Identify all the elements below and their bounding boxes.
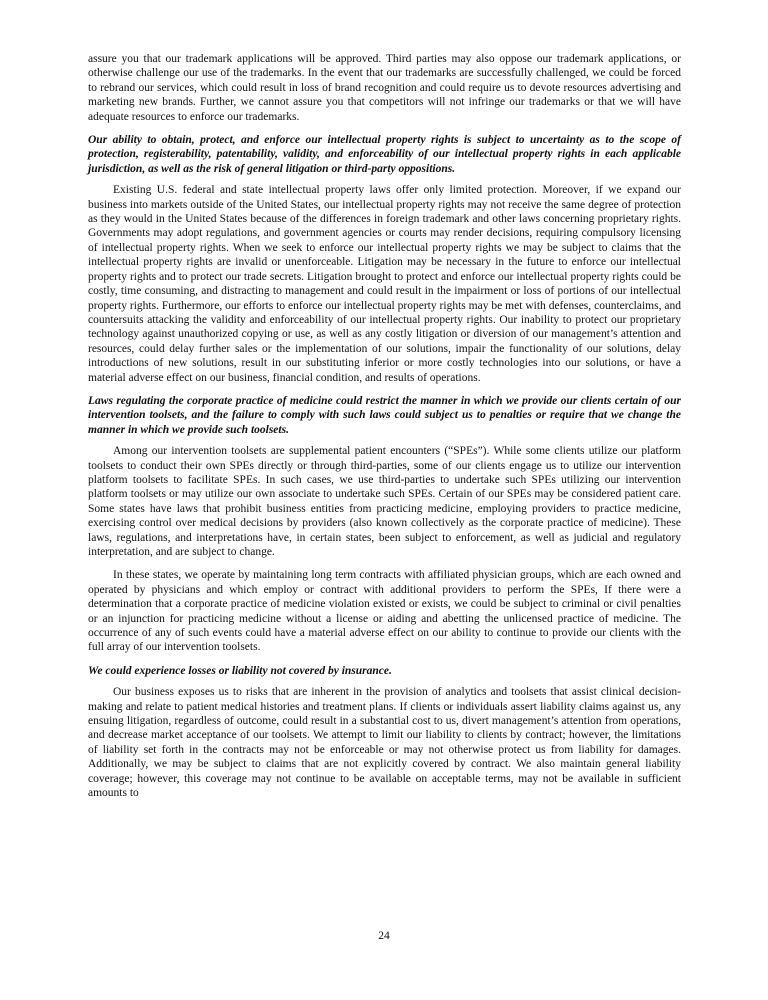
risk-factor-heading-corporate-practice-of-medicine: Laws regulating the corporate practice of medicine could restrict the manner in which we provide our clients certain of our intervention toolsets, and the failure to comply with such laws could subject us to penalties or require that we change the manner in which we provide such toolsets.: [88, 394, 681, 436]
paragraph-ip-protection: Existing U.S. federal and state intellectual property laws offer only limited protection. Moreover, if we expand our business into markets outside of the United States, our intellectual property rights may not receive the same degree of protection as they would in the United States because of the differences in foreign trademark and other laws concerning proprietary rights. Governments may adopt regulations, and government agencies or courts may render decisions, requiring compulsory licensing of intellectual property rights. When we seek to enforce our intellectual property rights we may be subject to claims that the intellectual property rights are invalid or unenforceable. Litigation may be necessary in the future to enforce our intellectual property rights and to protect our trade secrets. Litigation brought to protect and enforce our intellectual property rights could be costly, time consuming, and distracting to management and could result in the impairment or loss of portions of our intellectual property rights. Furthermore, our efforts to enforce our intellectual property rights may be met with defenses, counterclaims, and countersuits attacking the validity and enforceability of our intellectual property rights. Our inability to protect our proprietary technology against unauthorized copying or use, as well as any costly litigation or diversion of our management’s attention and resources, could delay further sales or the implementation of our solutions, impair the functionality of our solutions, delay introductions of new solutions, result in our substituting inferior or more costly technologies into our solutions, or have a material adverse effect on our business, financial condition, and results of operations.: [88, 184, 681, 384]
paragraph-trademark-continued: assure you that our trademark applications will be approved. Third parties may also oppose our trademark applications, or otherwise challenge our use of the trademarks. In the event that our trademarks are successfully challenged, we could be forced to rebrand our services, which could result in loss of brand recognition and could require us to devote resources advertising and marketing new brands. Further, we cannot assure you that competitors will not infringe our trademarks or that we will have adequate resources to enforce our trademarks.: [88, 53, 681, 123]
risk-factor-heading-ip-rights: Our ability to obtain, protect, and enforce our intellectual property rights is subject to uncertainty as to the scope of protection, registerability, patentability, validity, and enforceability of our intellectual property rights in each applicable jurisdiction, as well as the risk of general litigation or third-party oppositions.: [88, 134, 681, 175]
paragraph-spe-toolsets: Among our intervention toolsets are supplemental patient encounters (“SPEs”). While some clients utilize our platform toolsets to conduct their own SPEs directly or through third-parties, some of our clients engage us to utilize our intervention platform toolsets to facilitate SPEs. In such cases, we use third-parties to undertake such SPEs utilizing our intervention platform toolsets or may utilize our own associate to undertake such SPEs. Certain of our SPEs may be considered patient care. Some states have laws that prohibit business entities from practicing medicine, employing providers to practice medicine, exercising control over medical decisions by providers (also known collectively as the corporate practice of medicine). These laws, regulations, and interpretations have, in certain states, been subject to enforcement, as well as judicial and regulatory interpretation, and are subject to change.: [88, 445, 681, 558]
risk-factor-heading-insurance: We could experience losses or liability not covered by insurance.: [88, 664, 392, 677]
paragraph-physician-groups: In these states, we operate by maintaining long term contracts with affiliated physician groups, which are each owned and operated by physicians and which employ or contract with additional providers to perform the SPEs, If there were a determination that a corporate practice of medicine violation existed or exists, we could be subject to criminal or civil penalties or an injunction for practicing medicine without a license or aiding and abetting the unlicensed practice of medicine. The occurrence of any of such events could have a material adverse effect on our ability to continue to provide our clients with the full array of our intervention toolsets.: [88, 569, 681, 654]
paragraph-liability-insurance: Our business exposes us to risks that are inherent in the provision of analytics and toolsets that assist clinical decision-making and relate to patient medical histories and treatment plans. If clients or individuals assert liability claims against us, any ensuing litigation, regardless of outcome, could result in a substantial cost to us, divert management’s attention from operations, and decrease market acceptance of our toolsets. We attempt to limit our liability to clients by contract; however, the limitations of liability set forth in the contracts may not be enforceable or may not otherwise protect us from liability for damages. Additionally, we may be subject to claims that are not explicitly covered by contract. We also maintain general liability coverage; however, this coverage may not continue to be available on acceptable terms, may not be available in sufficient amounts to: [88, 686, 681, 800]
page-number: 24: [378, 930, 390, 942]
